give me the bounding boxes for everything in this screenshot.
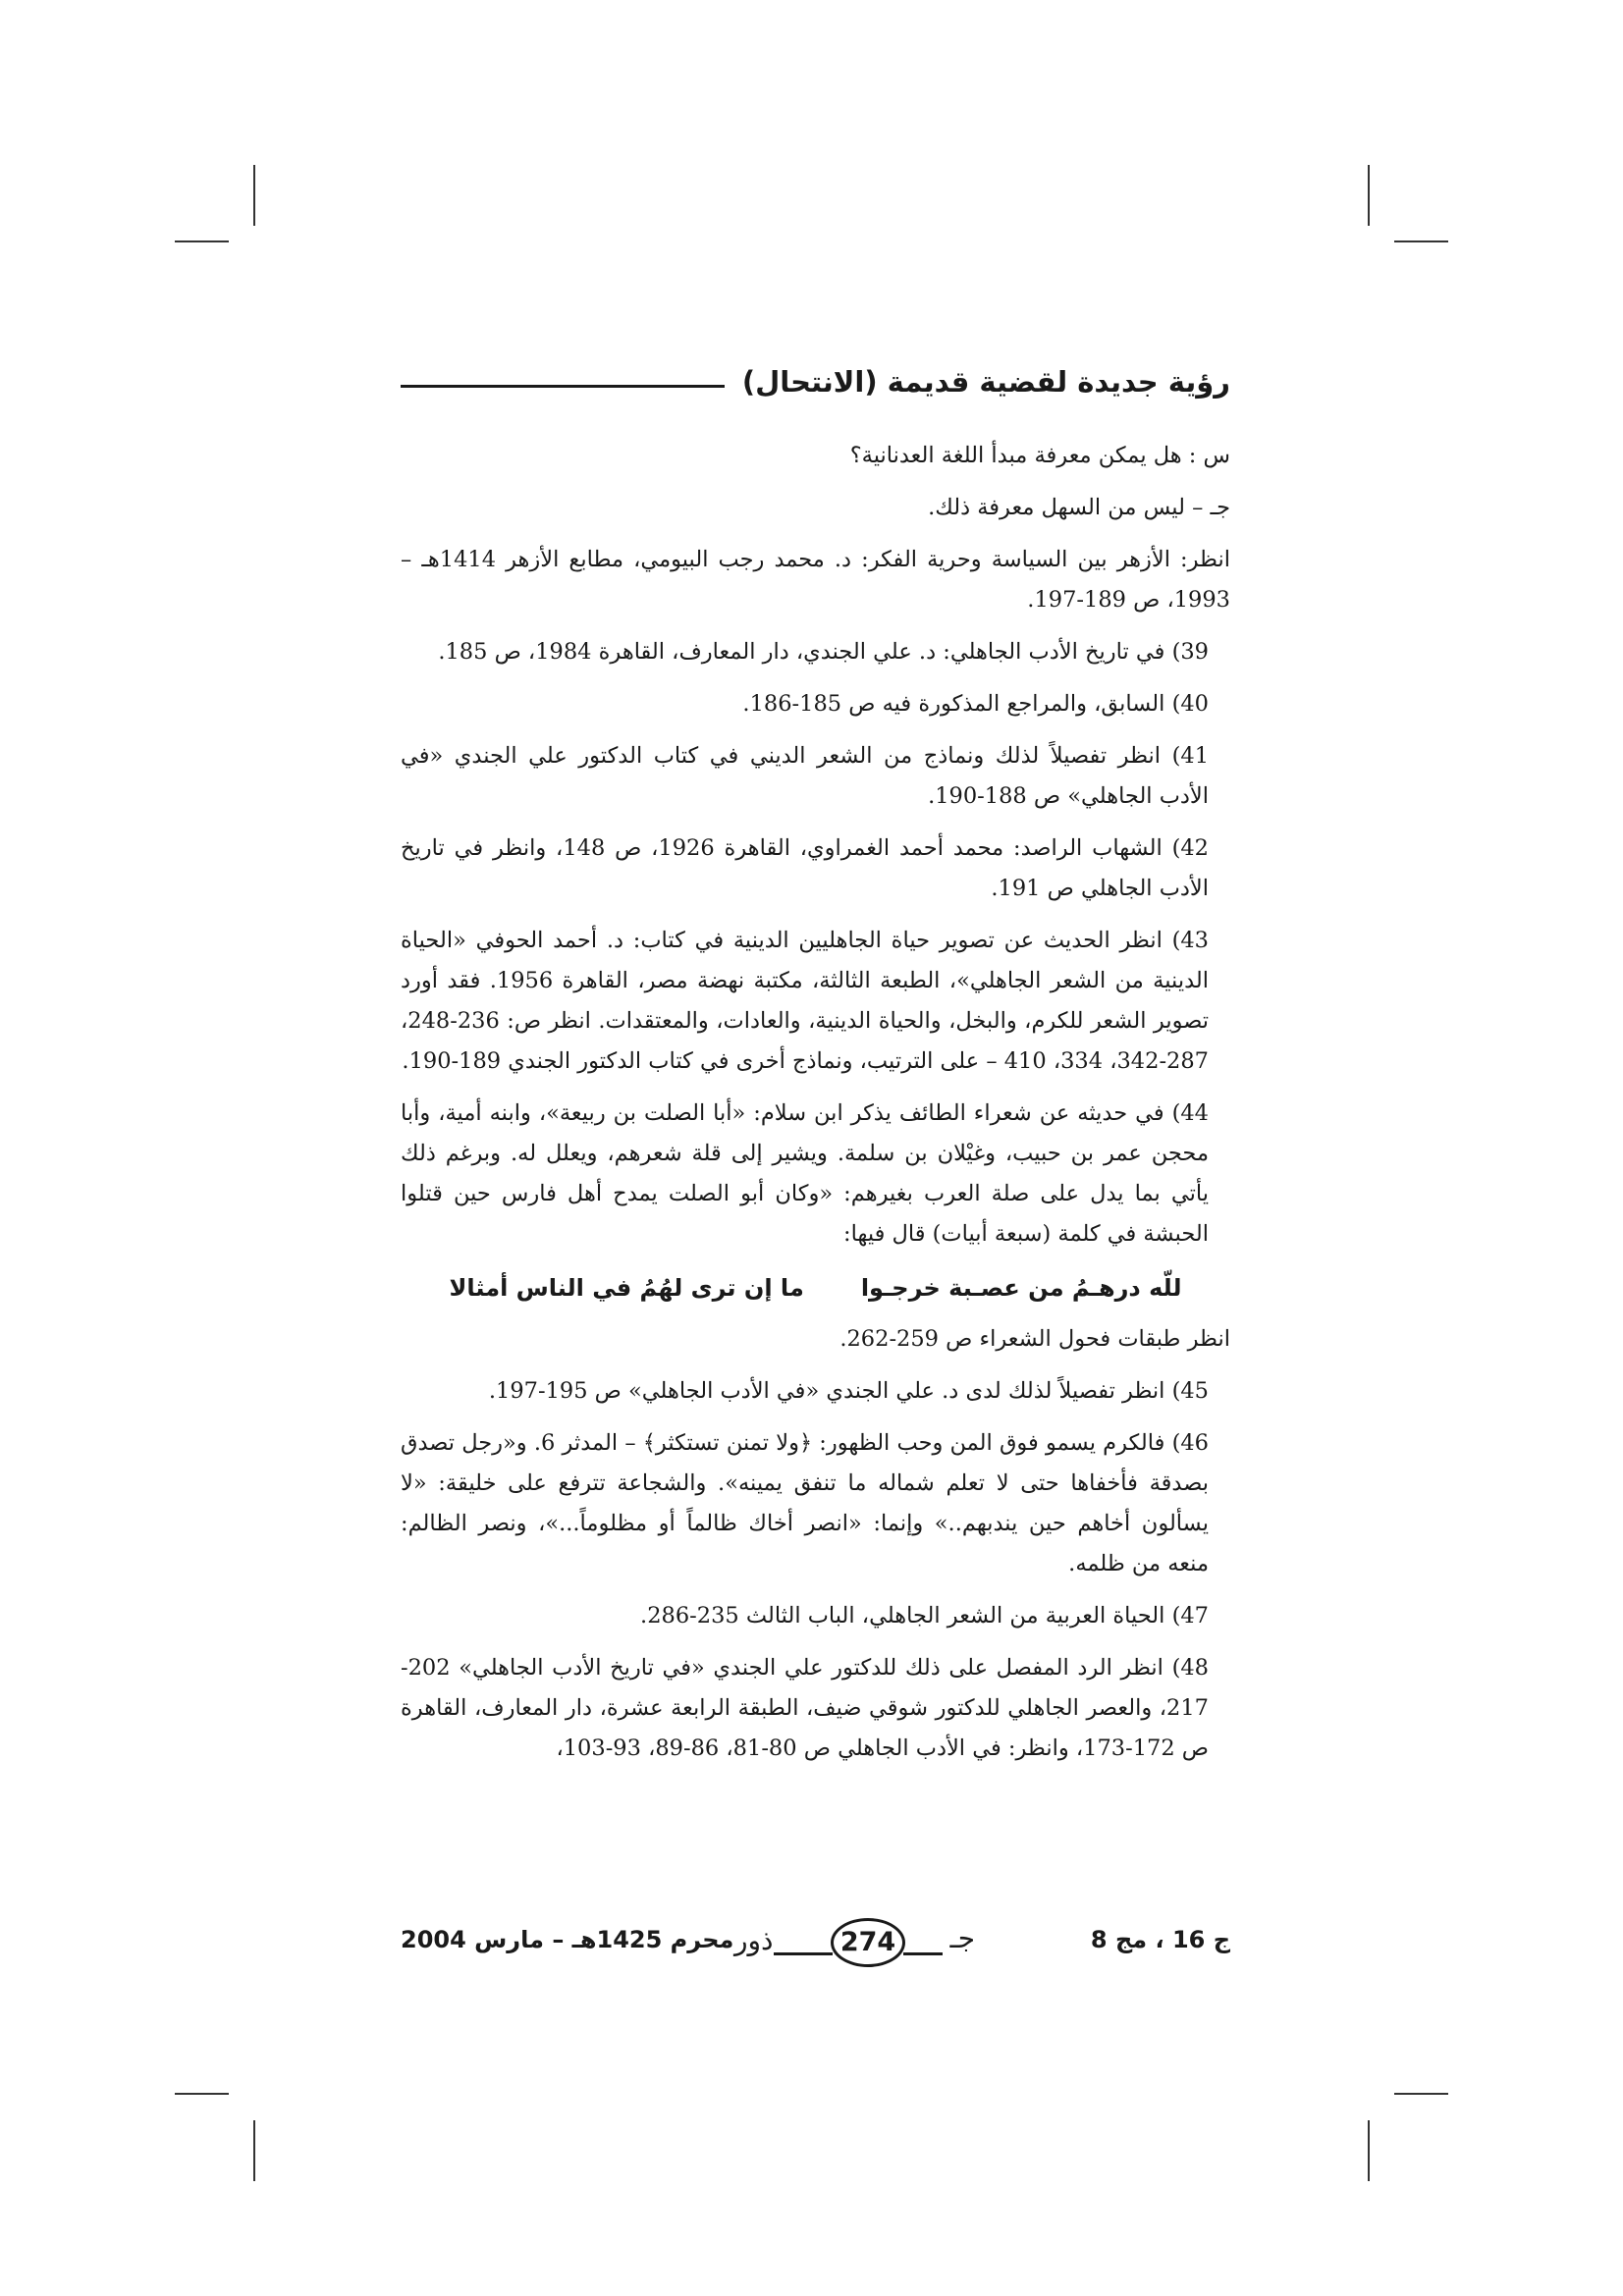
poetry-verse — [401, 1266, 1230, 1309]
page-number: 274 — [831, 1918, 905, 1967]
crop-mark — [175, 240, 229, 242]
journal-logo — [734, 1916, 975, 1973]
crop-mark — [175, 2093, 229, 2095]
footer-date: محرم 1425هـ – مارس 2004 — [401, 1926, 734, 1953]
crop-mark — [253, 165, 255, 226]
footnote-paragraph: انظر: الأزهر بين السياسة وحرية الفكر: د. محمد رجب البيومي، مطابع الأزهر 1414هـ – 1993، ص 189-197. — [401, 547, 1230, 613]
footnote-paragraph: س : هل يمكن معرفة مبدأ اللغة العدنانية؟ — [849, 443, 1230, 468]
crop-mark — [1368, 165, 1370, 226]
running-header — [401, 365, 1230, 399]
footnote-paragraph: 44) في حديثه عن شعراء الطائف يذكر ابن سلام: «أبا الصلت بن ربيعة»، وابنه أمية، وأبا محجن عمر بن حبيب، وغيْلان بن سلمة. ويشير إلى قلة شعرهم، ويعلل له. وبرغم ذلك يأتي بما يدل على صلة العرب بغيرهم: «وكان أبو الصلت يمدح أهل فارس حين قتلوا الحبشة في كلمة (سبعة أبيات) قال فيها: — [401, 1100, 1209, 1247]
page-body — [401, 365, 1230, 1781]
footnote-paragraph: 48) انظر الرد المفصل على ذلك للدكتور علي الجندي «في تاريخ الأدب الجاهلي» 202-217، والعصر الجاهلي للدكتور شوقي ضيف، الطبقة الرابعة عشرة، دار المعارف، القاهرة ص 172-173، وانظر: في الأدب الجاهلي ص 80-81، 86-89، 93-103، — [401, 1655, 1209, 1761]
logo-left-text: ذور — [734, 1924, 774, 1956]
footnote-paragraph: 43) انظر الحديث عن تصوير حياة الجاهليين الدينية في كتاب: د. أحمد الحوفي «الحياة الدينية من الشعر الجاهلي»، الطبعة الثالثة، مكتبة نهضة مصر، القاهرة 1956. فقد أورد تصوير الشعر للكرم، والبخل، والحياة الدينية، والعادات، والمعتقدات. انظر ص: 236-248، 287-342، 334، 410 – على الترتيب، ونماذج أخرى في كتاب الدكتور الجندي 189-190. — [401, 928, 1209, 1074]
footnote-paragraph: 39) في تاريخ الأدب الجاهلي: د. علي الجندي، دار المعارف، القاهرة 1984، ص 185. — [438, 639, 1209, 665]
footnotes-before-verse — [401, 436, 1230, 1255]
header-title: رؤية جديدة لقضية قديمة (الانتحال) — [741, 365, 1230, 399]
footnote-paragraph: 46) فالكرم يسمو فوق المن وحب الظهور: ﴿ولا تمنن تستكثر﴾ – المدثر 6. و«رجل تصدق بصدقة فأخفاها حتى لا تعلم شماله ما تنفق يمينه». والشجاعة تترفع على خليقة: «لا يسألون أخاهم حين يندبهم..» وإنما: «انصر أخاك ظالماً أو مظلوماً...»، ونصر الظالم: منعه من ظلمه. — [401, 1430, 1209, 1576]
logo-stroke — [903, 1952, 943, 1955]
footnote-paragraph: 45) انظر تفصيلاً لذلك لدى د. علي الجندي «في الأدب الجاهلي» ص 195-197. — [488, 1378, 1209, 1404]
footer-issue: ج 16 ، مج 8 — [1090, 1926, 1230, 1953]
logo-stroke — [774, 1952, 833, 1955]
footnote-paragraph: 47) الحياة العربية من الشعر الجاهلي، الباب الثالث 235-286. — [640, 1603, 1209, 1629]
page-footer — [401, 1916, 1230, 1975]
crop-mark — [1394, 2093, 1448, 2095]
crop-mark — [1368, 2120, 1370, 2181]
verse-first-hemistich: للّه درهـمُ من عصـبة خرجـوا — [860, 1274, 1182, 1302]
verse-second-hemistich: ما إن ترى لهُمُ في الناس أمثالا — [449, 1274, 804, 1302]
crop-mark — [1394, 240, 1448, 242]
footnote-paragraph: 41) انظر تفصيلاً لذلك ونماذج من الشعر الديني في كتاب الدكتور علي الجندي «في الأدب الجاهلي» ص 188-190. — [401, 743, 1210, 809]
header-rule — [401, 385, 725, 388]
footnotes-after-verse — [401, 1319, 1230, 1769]
crop-mark — [253, 2120, 255, 2181]
logo-right-text: جـ — [949, 1922, 975, 1954]
footnote-paragraph: 40) السابق، والمراجع المذكورة فيه ص 185-186. — [742, 691, 1209, 717]
footnote-paragraph: جـ – ليس من السهل معرفة ذلك. — [928, 495, 1230, 520]
footnote-paragraph: انظر طبقات فحول الشعراء ص 259-262. — [839, 1326, 1230, 1352]
footnote-paragraph: 42) الشهاب الراصد: محمد أحمد الغمراوي، القاهرة 1926، ص 148، وانظر في تاريخ الأدب الجاهلي ص 191. — [401, 835, 1209, 901]
